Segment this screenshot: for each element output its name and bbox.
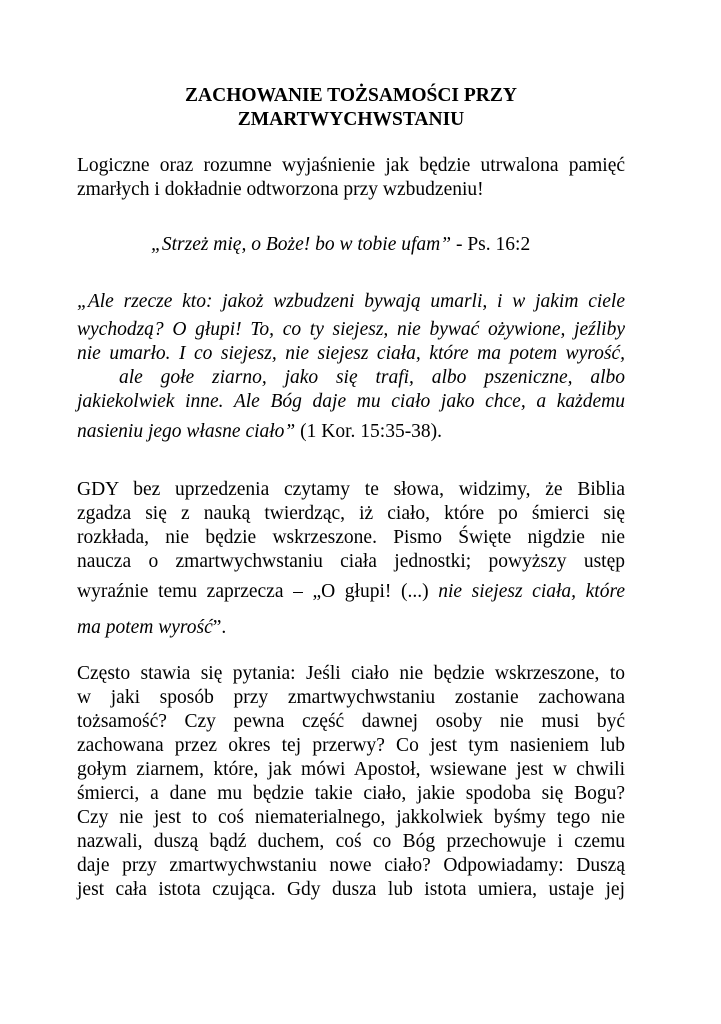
quote-text: nasieniu jego własne ciało” bbox=[77, 421, 296, 442]
title-line: ZACHOWANIE TOŻSAMOŚCI PRZY bbox=[185, 85, 517, 106]
text-line: GDY bez uprzedzenia czytamy te słowa, widzimy, że Biblia bbox=[77, 479, 625, 500]
paragraph-gdy bbox=[77, 478, 625, 640]
text-line bbox=[77, 342, 625, 366]
quote-text: nie umarło. I co siejesz, nie siejesz ciała, które ma potem wyrość, bbox=[77, 343, 625, 364]
text-line: Czy nie jest to coś niematerialnego, jakkolwiek byśmy tego nie bbox=[77, 807, 625, 828]
corinthians-quote bbox=[77, 290, 625, 444]
text-line: Często stawia się pytania: Jeśli ciało nie będzie wskrzeszone, to bbox=[77, 663, 625, 684]
quote-reference: - Ps. 16:2 bbox=[451, 234, 531, 255]
text-line: zmarłych i dokładnie odtworzona przy wzbudzeniu! bbox=[77, 179, 484, 200]
text-line bbox=[77, 366, 625, 390]
quote-text: jakiekolwiek inne. Ale Bóg daje mu ciało jako chce, a każdemu bbox=[77, 391, 625, 412]
text-line: zachowana przez okres tej przerwy? Co jest tym nasieniem lub bbox=[77, 735, 625, 756]
text-line bbox=[77, 420, 625, 444]
text-italic: nie siejesz ciała, które bbox=[438, 581, 625, 602]
text-line bbox=[77, 580, 625, 604]
text-line: jest cała istota czująca. Gdy dusza lub istota umiera, ustaje jej bbox=[77, 879, 625, 900]
quote-text: „Strzeż mię, o Boże! bo w tobie ufam” bbox=[151, 234, 452, 255]
text-line bbox=[77, 390, 625, 414]
text-line: nazwali, duszą bądź duchem, coś co Bóg przechowuje i czemu bbox=[77, 831, 625, 852]
title-line: ZMARTWYCHWSTANIU bbox=[237, 109, 465, 130]
text-line: Logiczne oraz rozumne wyjaśnienie jak będzie utrwalona pamięć bbox=[77, 155, 625, 176]
text-line bbox=[151, 233, 625, 257]
text-line: w jaki sposób przy zmartwychwstaniu zostanie zachowana bbox=[77, 687, 625, 708]
quote-reference: (1 Kor. 15:35-38). bbox=[295, 421, 443, 442]
text-line: gołym ziarnem, które, jak mówi Apostoł, wsiewane jest w chwili bbox=[77, 759, 625, 780]
text-line bbox=[77, 616, 625, 640]
text-line: rozkłada, nie będzie wskrzeszone. Pismo Święte nigdzie nie bbox=[77, 527, 625, 548]
page-title bbox=[77, 84, 625, 132]
text-italic: ma potem wyrość bbox=[77, 617, 213, 638]
text-plain: wyraźnie temu zaprzecza – „O głupi! (...) bbox=[77, 581, 439, 602]
quote-text: wychodzą? O głupi! To, co ty siejesz, nie bywać ożywione, jeźliby bbox=[77, 319, 625, 340]
paragraph-czesto bbox=[77, 662, 625, 902]
text-plain: ”. bbox=[212, 617, 227, 638]
text-line bbox=[77, 290, 625, 314]
text-line: daje przy zmartwychwstaniu nowe ciało? Odpowiadamy: Duszą bbox=[77, 855, 625, 876]
text-line bbox=[77, 318, 625, 342]
subtitle-paragraph bbox=[77, 154, 625, 202]
text-line: zgadza się z nauką twierdząc, iż ciało, które po śmierci się bbox=[77, 503, 625, 524]
text-line: tożsamość? Czy pewna część dawnej osoby nie musi być bbox=[77, 711, 625, 732]
quote-text: ale gołe ziarno, jako się trafi, albo pszeniczne, albo bbox=[119, 367, 625, 388]
psalm-quote bbox=[151, 233, 625, 257]
text-line: naucza o zmartwychwstaniu ciała jednostki; powyższy ustęp bbox=[77, 551, 625, 572]
quote-text: „Ale rzecze kto: jakoż wzbudzeni bywają umarli, i w jakim ciele bbox=[77, 291, 625, 312]
text-line: śmierci, a dane mu będzie takie ciało, jakie spodoba się Bogu? bbox=[77, 783, 625, 804]
